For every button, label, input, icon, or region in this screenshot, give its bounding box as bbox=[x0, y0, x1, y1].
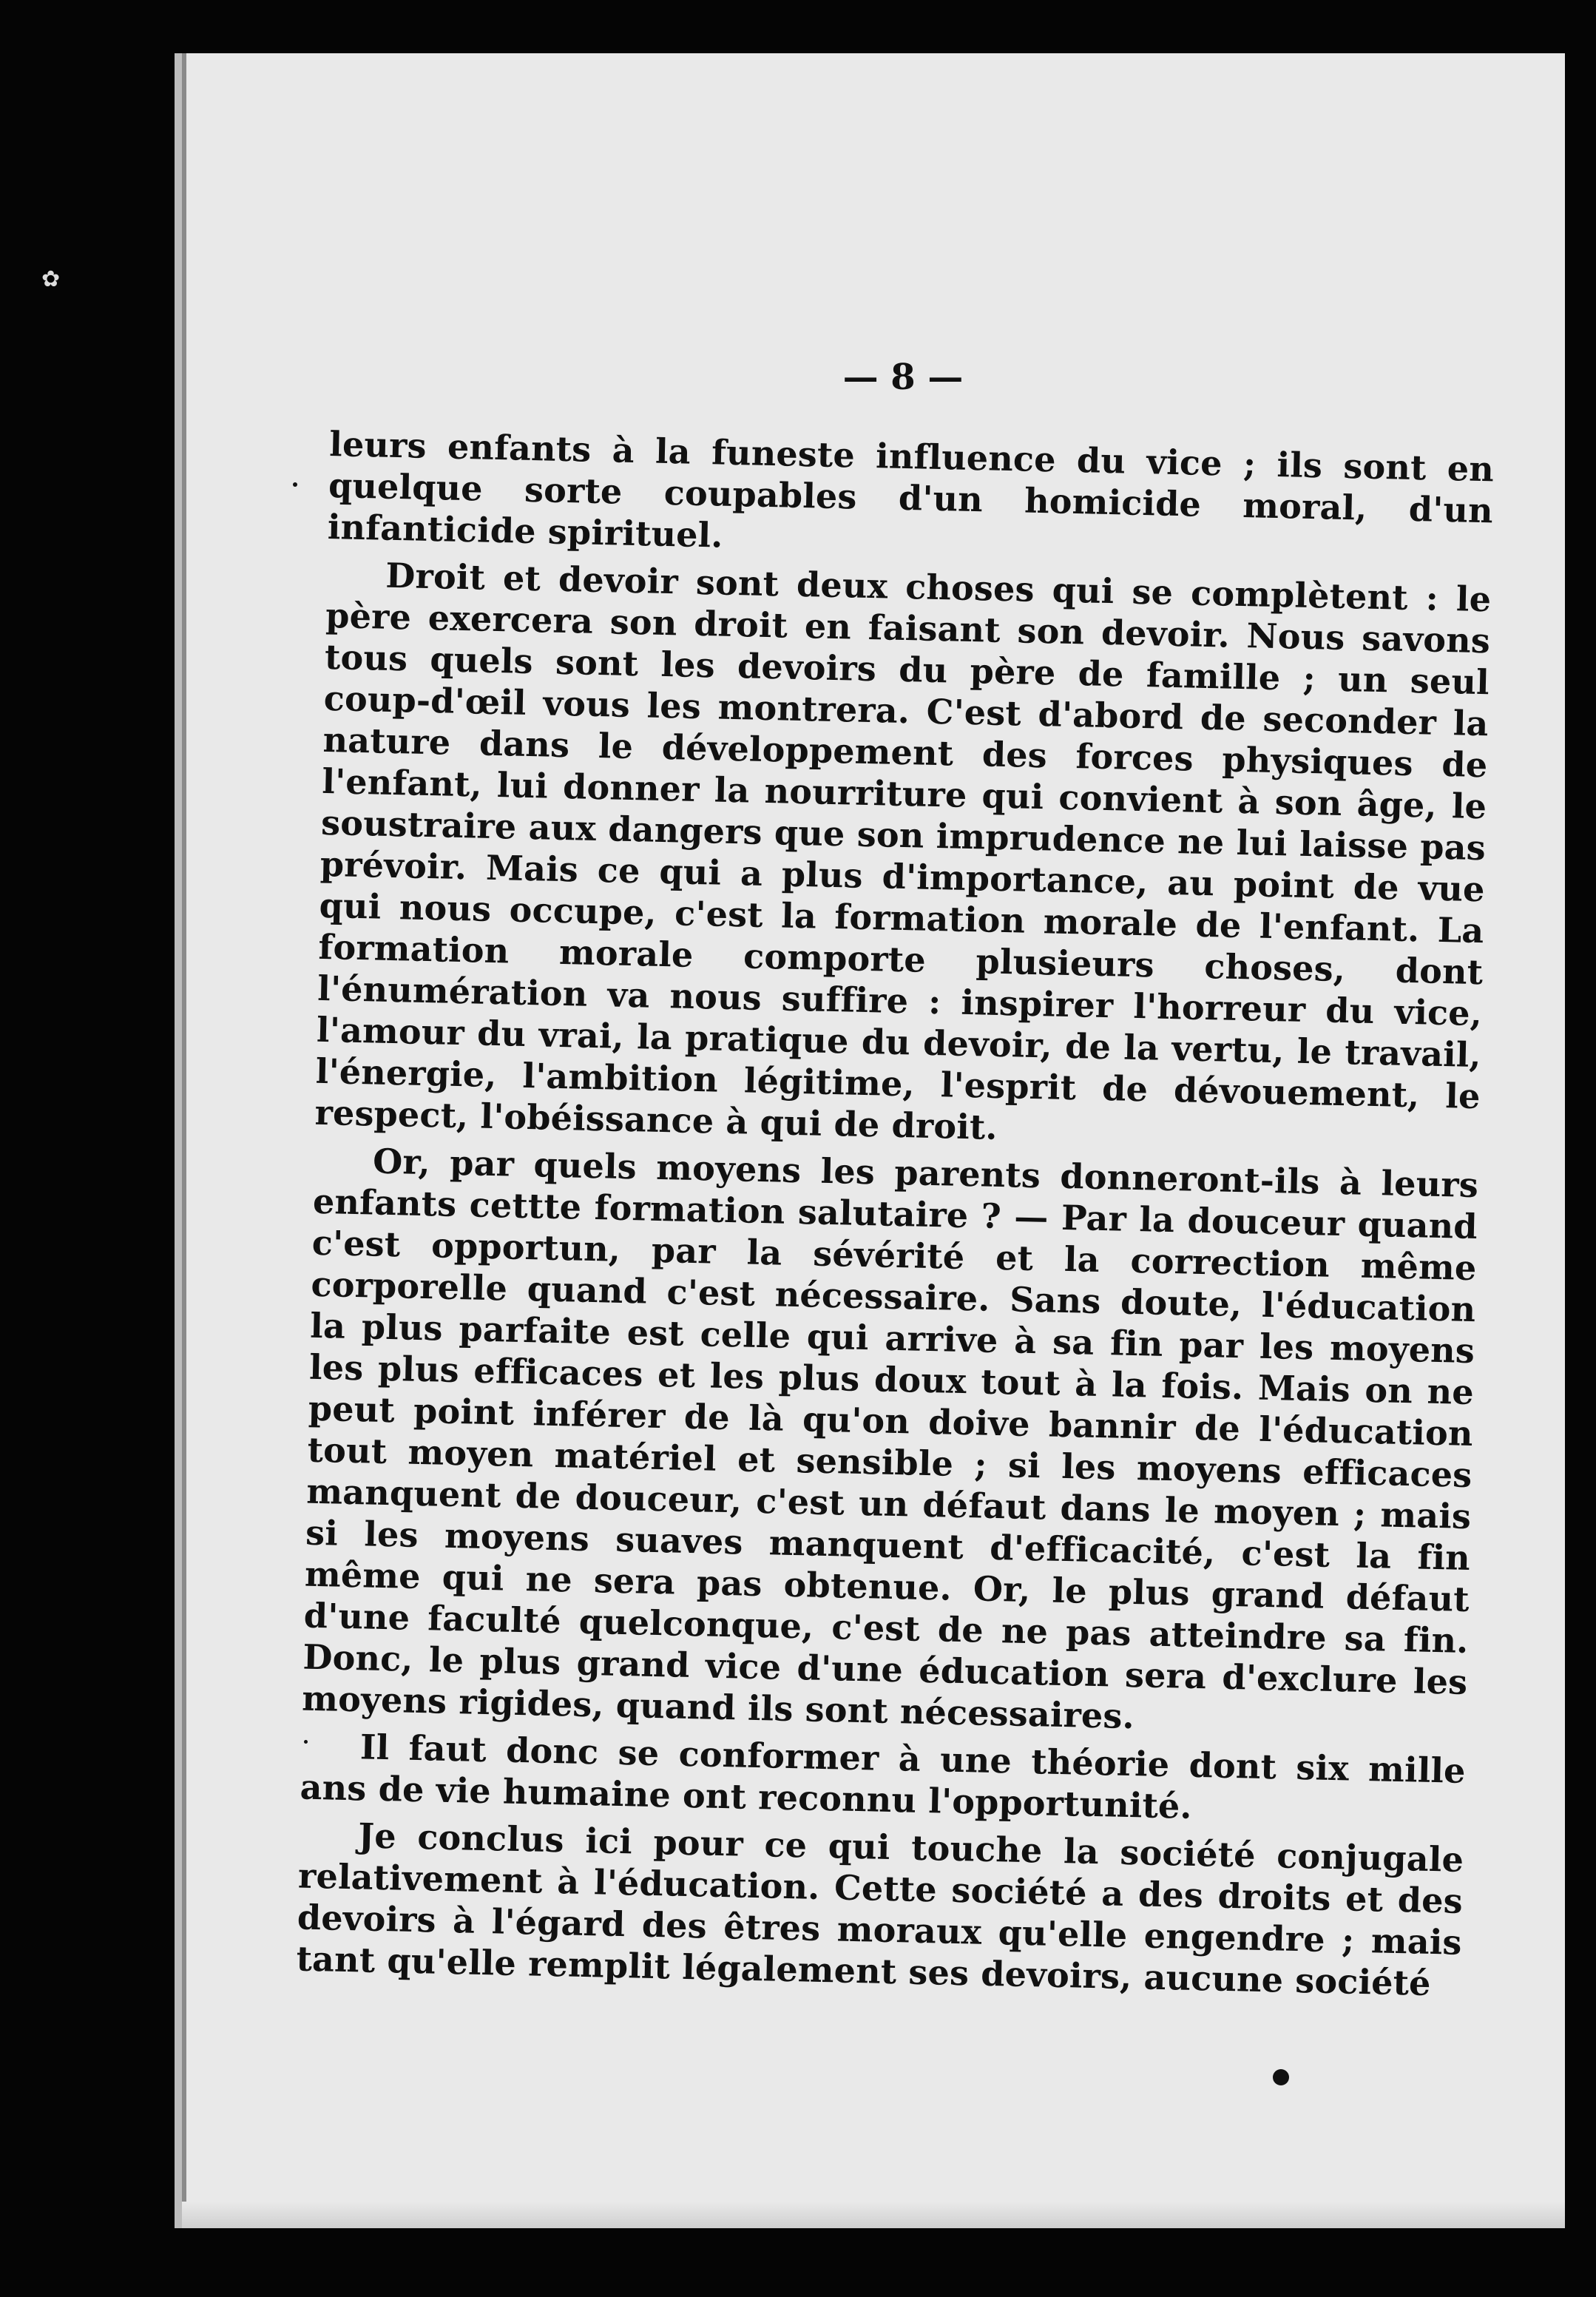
scan-artifact-icon: ✿ bbox=[41, 266, 61, 292]
book-page bbox=[175, 53, 1565, 2228]
paragraph-1: leurs enfants à la funeste influence du vice ; ils sont en quelque sorte coupables d'un homicide moral, d'un infanticide spirituel. bbox=[327, 423, 1495, 556]
paragraph-5: Je conclus ici pour ce qui touche la société conjugale relativement à l'éducation. Cette société a des droits et des devoirs à l'égard des êtres moraux qu'elle engendre ; mais tant qu'elle remplit légalement ses devoirs, aucune société bbox=[296, 1815, 1464, 2003]
ink-speck bbox=[1273, 2069, 1289, 2085]
paragraph-4: Il faut donc se conformer à une théorie dont six mille ans de vie humaine ont reconnu l'opportunité. bbox=[300, 1727, 1467, 1827]
ink-speck bbox=[304, 1740, 308, 1744]
page-number: — 8 — bbox=[842, 357, 964, 398]
paragraph-2: Droit et devoir sont deux choses qui se complètent : le père exercera son droit en faisant son devoir. Nous savons tous quels sont les devoirs du père de famille ; un seul coup-d'œil vous les montrera. C'est d'abord de seconder la nature dans le développement des forces physiques de l'enfant, lui donner la nourriture qui convient à son âge, le soustraire aux dangers que son imprudence ne lui laisse pas prévoir. Mais ce qui a plus d'importance, au point de vue qui nous occupe, c'est la formation morale de l'enfant. La formation morale comporte plusieurs choses, dont l'énumération va nous suffire : inspirer l'horreur du vice, l'amour du vrai, la pratique du devoir, de la vertu, le travail, l'énergie, l'ambition légitime, l'esprit de dévouement, le respect, l'obéissance à qui de droit. bbox=[314, 555, 1492, 1147]
ink-speck bbox=[293, 482, 297, 487]
paragraph-3: Or, par quels moyens les parents donneront-ils à leurs enfants cettte formation salutaire ? — Par la douceur quand c'est opportun, par la sévérité et la correction même corporelle quand c'est nécessaire. Sans doute, l'éducation la plus parfaite est celle qui arrive à sa fin par les moyens les plus efficaces et les plus doux tout à la fois. Mais on ne peut point inférer de là qu'on doive bannir de l'éducation tout moyen matériel et sensible ; si les moyens efficaces manquent de douceur, c'est un défaut dans le moyen ; mais si les moyens suaves manquent d'efficacité, c'est la fin même qui ne sera pas obtenue. Or, le plus grand défaut d'une faculté quelconque, c'est de ne pas atteindre sa fin. Donc, le plus grand vice d'une éducation sera d'exclure les moyens rigides, quand ils sont nécessaires. bbox=[301, 1141, 1479, 1737]
body-text bbox=[296, 423, 1495, 2011]
